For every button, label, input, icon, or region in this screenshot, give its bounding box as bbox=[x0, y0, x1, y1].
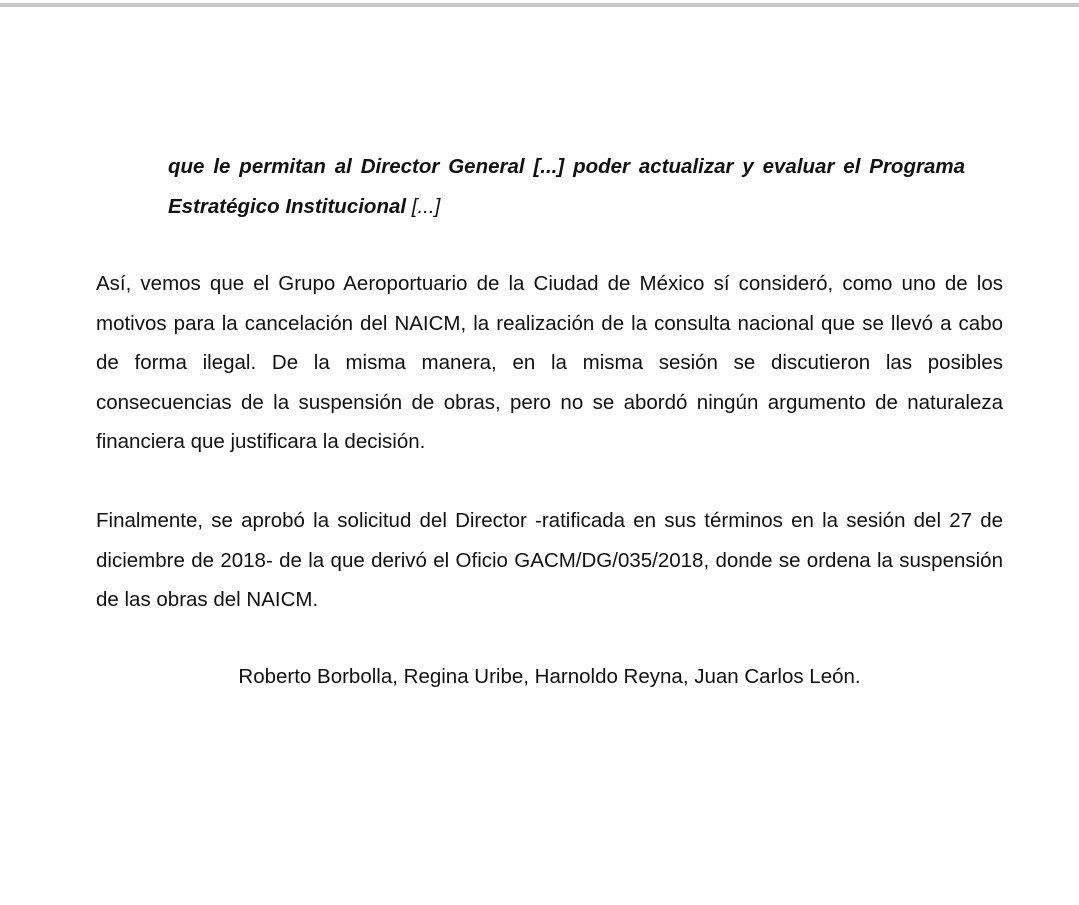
top-divider bbox=[0, 3, 1079, 7]
quote-ellipsis: [...] bbox=[411, 195, 441, 218]
authors-line: Roberto Borbolla, Regina Uribe, Harnoldo Reyna, Juan Carlos León. bbox=[238, 665, 861, 688]
block-quote bbox=[168, 147, 965, 227]
paragraph-1: Así, vemos que el Grupo Aeroportuario de la Ciudad de México sí consideró, como uno de los motivos para la cancelación del NAICM, la realización de la consulta nacional que se llevó a cabo de forma ilegal. De la misma manera, en la misma sesión se discutieron las posibles consecuencias de la suspensión de obras, pero no se abordó ningún argumento de naturaleza financiera que justificara la decisión. bbox=[96, 272, 1003, 453]
quote-text: que le permitan al Director General [...] poder actualizar y evaluar el Programa Estratégico Institucional bbox=[168, 155, 965, 218]
paragraph-2: Finalmente, se aprobó la solicitud del Director -ratificada en sus términos en la sesión del 27 de diciembre de 2018- de la que derivó el Oficio GACM/DG/035/2018, donde se ordena la suspensión de las obras del NAICM. bbox=[96, 509, 1003, 611]
